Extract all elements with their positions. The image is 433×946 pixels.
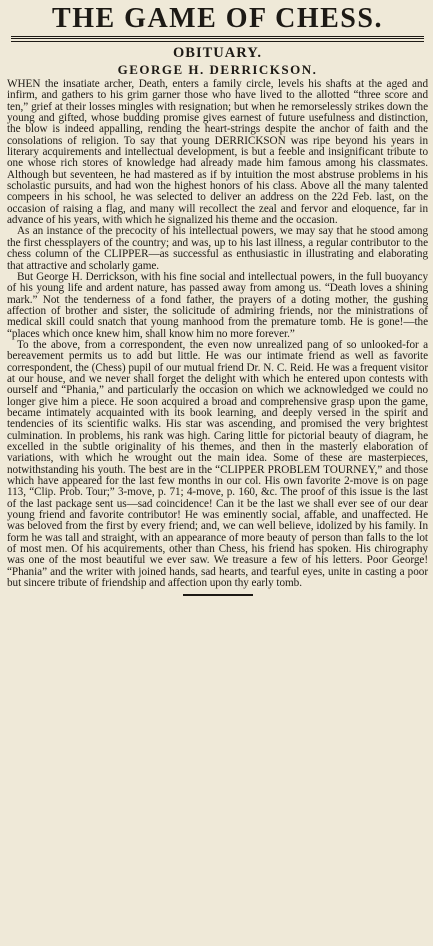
- newspaper-clipping: [0, 3, 433, 946]
- article-body: [7, 79, 428, 589]
- column-masthead: THE GAME OF CHESS.: [11, 3, 424, 39]
- masthead-rule: [11, 41, 424, 42]
- paragraph-2: As an instance of the precocity of his intellectual powers, we may say that he stood among the first chessplayers of the country; and was, up to his last illness, a regular contributor to the chess column of the CLIPPER—as successful as enthusiastic in illustrating and elaborating that attractive and scholarly game.: [7, 225, 428, 272]
- closing-rule: [183, 594, 253, 596]
- paragraph-3: But George H. Derrickson, with his fine social and intellectual powers, in the full buoyancy of his young life and ardent nature, has passed away from among us. “Death loves a shining mark.” Not the tenderness of a fond father, the prayers of a doting mother, the gushing affection of brother and sister, the solicitude of admiring friends, nor the ministrations of medical skill could snatch that young manhood from the premature tomb. He is gone!—the “places which once knew him, shall know him no more forever.”: [7, 270, 428, 340]
- paragraph-4: To the above, from a correspondent, the even now unrealized pang of so unlooked-for a bereavement permits us to add but little. He was our intimate friend as well as favorite correspondent, the (Chess) pupil of our mutual friend Dr. N. C. Reid. He was a frequent visitor at our house, and we never shall forget the delight with which he entered upon contests with ourself and “Phania,” and particularly the occasion on which we acknowledged we could no longer give him a piece. He soon acquired a broad and comprehensive grasp upon the game, became intimately acquainted with its book learning, and deeply versed in the spirit and tendencies of its scientific walks. His star was ascending, and promised the very brightest culmination. In problems, his rank was high. Caring little for pictorial beauty of diagram, he excelled in the subtle originality of his themes, and then in the masterly elaboration of variations, with which he wrought out the main idea. Some of these are masterpieces, notwithstanding his youth. The best are in the “CLIPPER PROBLEM TOURNEY,” and those which have appeared for the last few months in our col. His own favorite 2-move is on page 113, “Clip. Prob. Tour;” 3-move, p. 71; 4-move, p. 160, &c. The proof of this issue is the last of the last package sent us—sad coincidence! Can it be the last we shall ever see of our dear young friend and favorite contributor! He was eminently social, affable, and unaffected. He was beloved from the first by every friend; and, we can well believe, idolized by his family. In form he was tall and straight, with an appearance of more beauty of person than falls to the lot of most men. Of his acquirements, other than Chess, his friend has spoken. His chirography was one of the most beautiful we ever saw. We treasure a few of his letters. Poor George! “Phania” and the writer with joined hands, sad hearts, and tearful eyes, unite in casting a poor but sincere tribute of friendship and affection upon thy early tomb.: [7, 338, 428, 590]
- obituary-subject: GEORGE H. DERRICKSON.: [117, 62, 318, 77]
- section-heading: OBITUARY.: [173, 45, 262, 61]
- paragraph-1: WHEN the insatiate archer, Death, enters a family circle, levels his shafts at the aged and infirm, and gathers to his grim garner those who have lived to the allotted “three score and ten,” grief at their losses mingles with resignation; but when he remorselessly strikes down the young and gifted, whose budding promise gives earnest of future usefulness and distinction, the blow is indeed appalling, rending the heart-strings despite the anchor of faith and the consolations of religion. To say that young DERRICKSON was ripe beyond his years in literary acquirements and intellectual development, is but a feeble and insignificant tribute to one whose rich stores of knowledge had already made him famous among his classmates. Although but seventeen, he had mastered as if by intuition the most abstruse problems in his scholastic pursuits, and had won the highest honors of his class. Above all the many talented compeers in his school, he was selected to deliver an address on the 22d Feb. last, on the occasion of raising a flag, and many will recollect the zeal and fervor and eloquence, far in advance of his years, with which he signalized his theme and the occasion.: [7, 78, 428, 227]
